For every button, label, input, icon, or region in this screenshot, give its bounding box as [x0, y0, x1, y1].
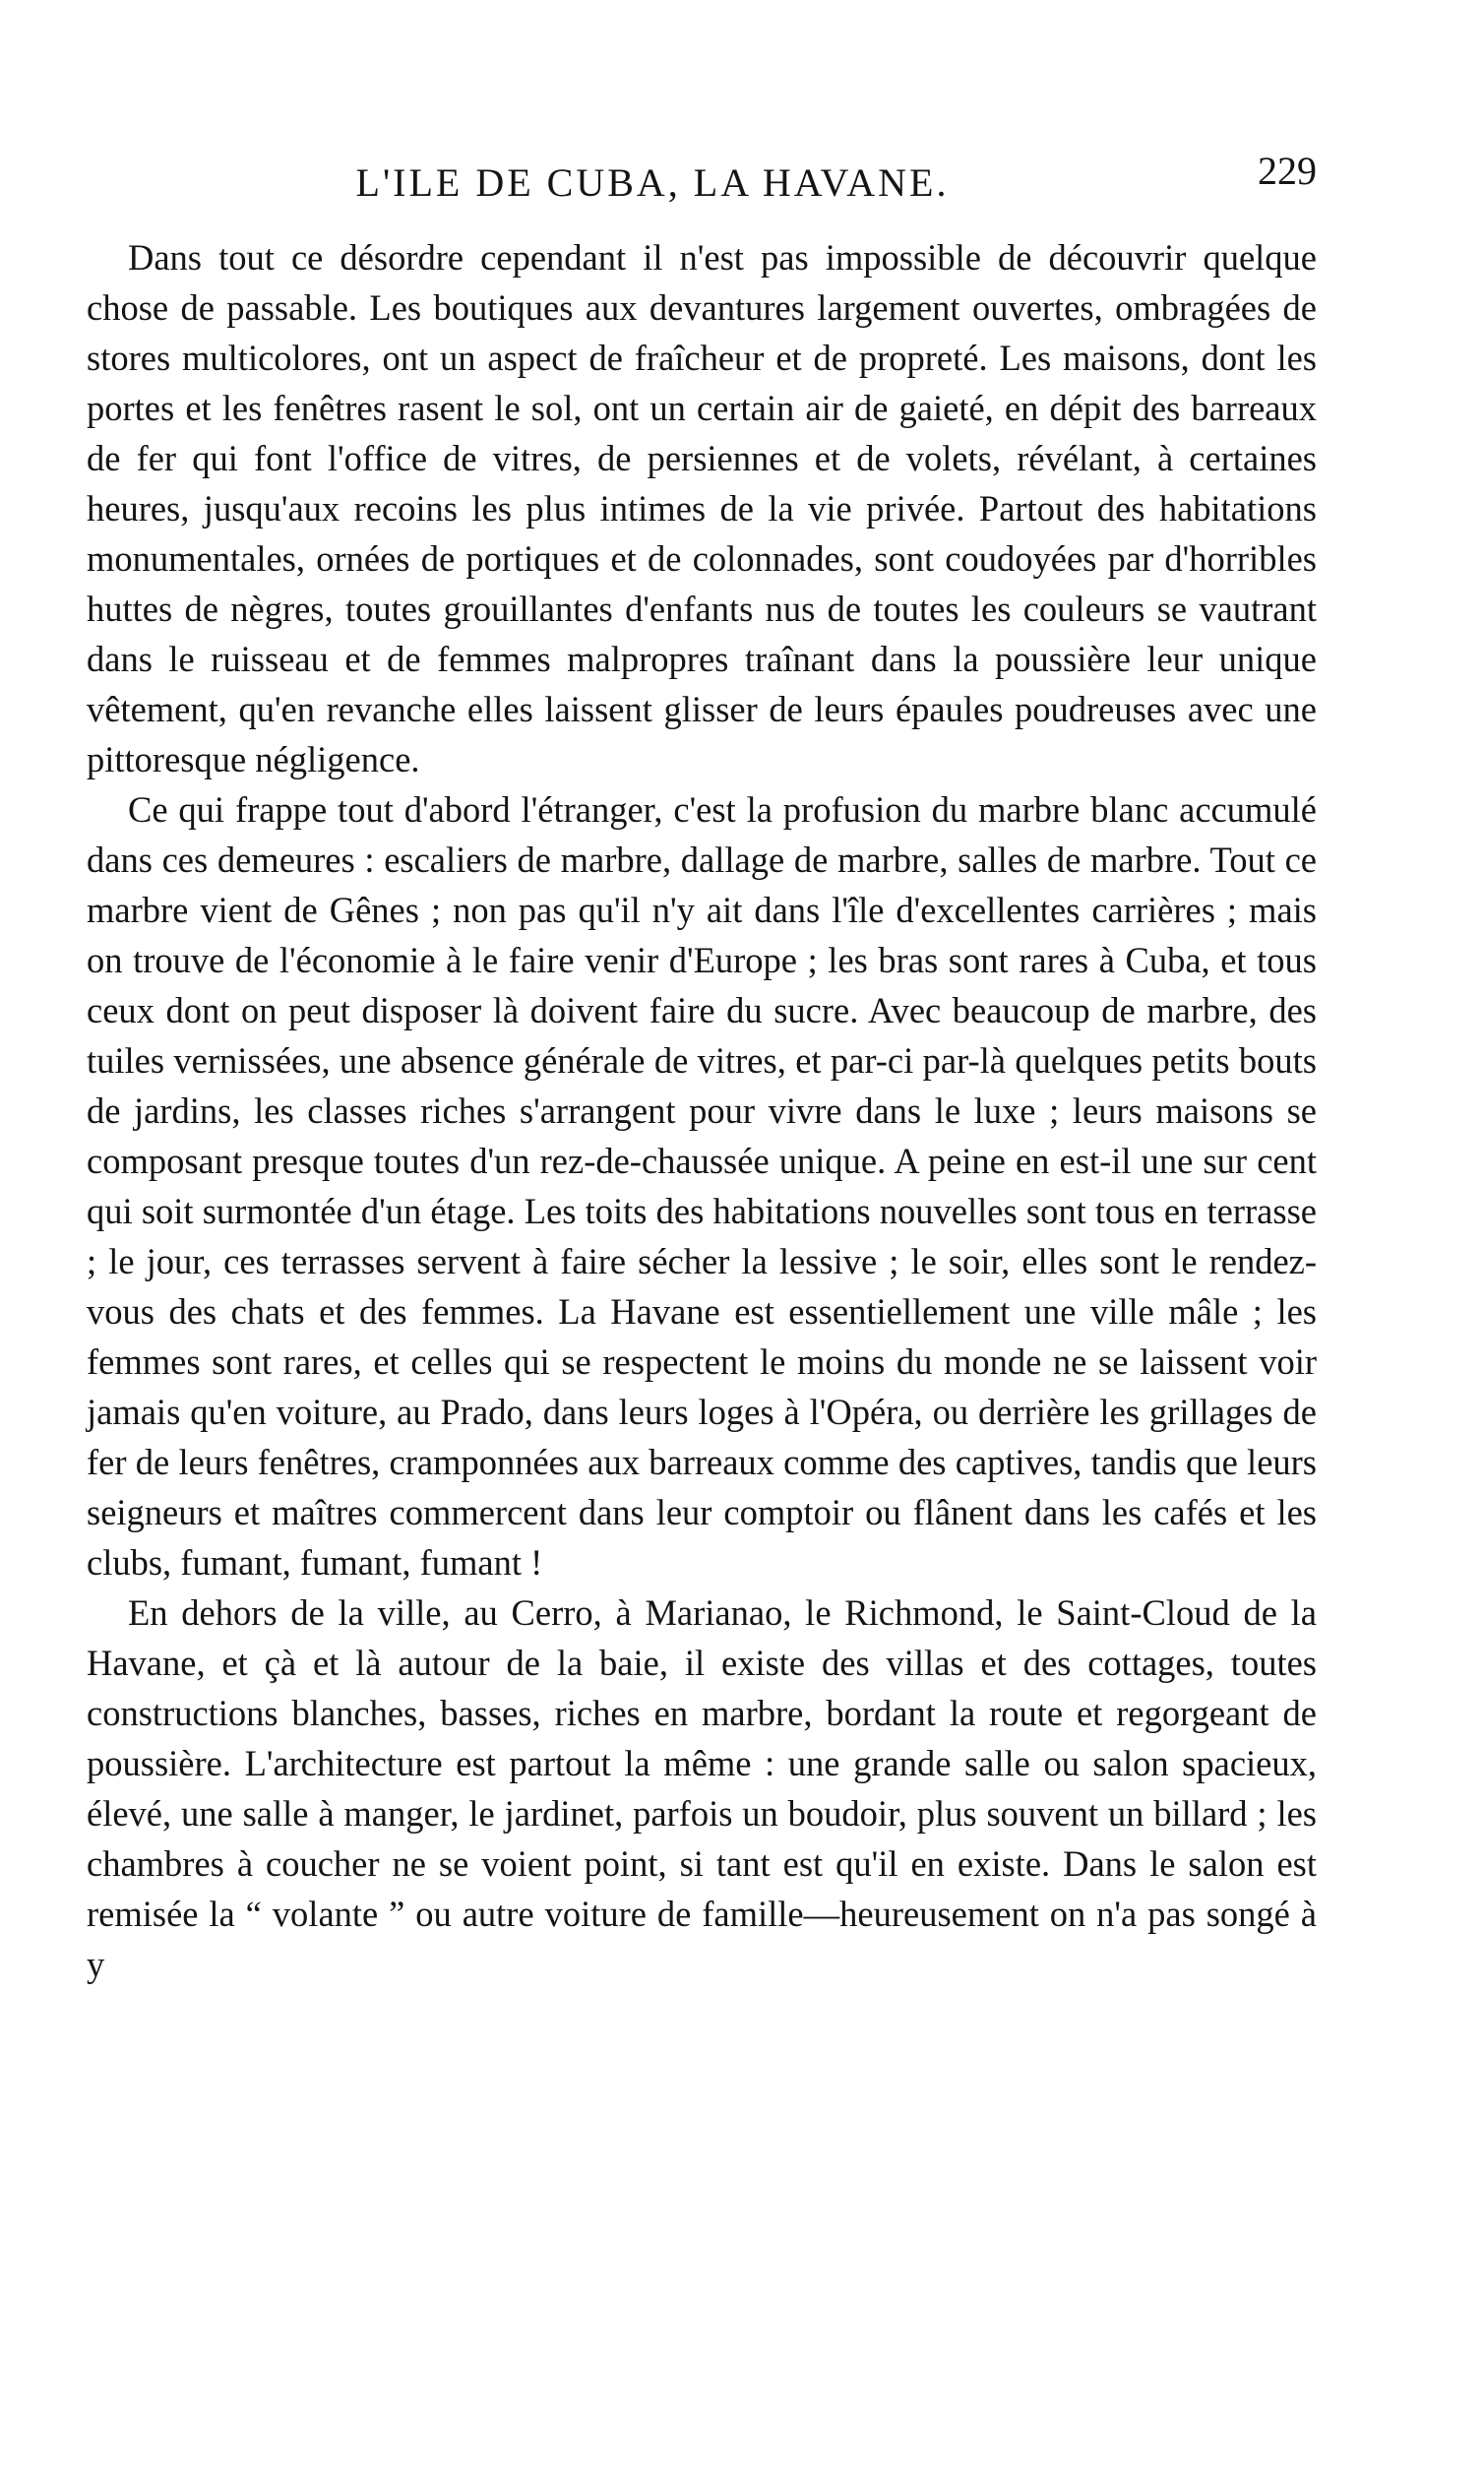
paragraph-2: Ce qui frappe tout d'abord l'étranger, c'est la profusion du marbre blanc accumulé dans ces demeures : escaliers de marbre, dallage de marbre, salles de marbre. Tout ce marbre vient de Gênes ; non pas qu'il n'y ait dans l'île d'excellentes carrières ; mais on trouve de l'économie à le faire venir d'Europe ; les bras sont rares à Cuba, et tous ceux dont on peut disposer là doivent faire du sucre. Avec beaucoup de marbre, des tuiles vernissées, une absence générale de vitres, et par-ci par-là quelques petits bouts de jardins, les classes riches s'arrangent pour vivre dans le luxe ; leurs maisons se composant presque toutes d'un rez-de-chaussée unique. A peine en est-il une sur cent qui soit surmontée d'un étage. Les toits des habitations nouvelles sont tous en terrasse ; le jour, ces terrasses servent à faire sécher la lessive ; le soir, elles sont le rendez-vous des chats et des femmes. La Havane est essentiellement une ville mâle ; les femmes sont rares, et celles qui se respectent le moins du monde ne se laissent voir jamais qu'en voiture, au Prado, dans leurs loges à l'Opéra, ou derrière les grillages de fer de leurs fenêtres, cramponnées aux barreaux comme des captives, tandis que leurs seigneurs et maîtres commercent dans leur comptoir ou flânent dans les cafés et les clubs, fumant, fumant, fumant !: [87, 789, 1317, 1583]
paragraph-1: Dans tout ce désordre cependant il n'est pas impossible de découvrir quelque chose de passable. Les boutiques aux devantures largement ouvertes, ombragées de stores multicolores, ont un aspect de fraîcheur et de propreté. Les maisons, dont les portes et les fenêtres rasent le sol, ont un certain air de gaieté, en dépit des barreaux de fer qui font l'office de vitres, de persiennes et de volets, révélant, à certaines heures, jusqu'aux recoins les plus intimes de la vie privée. Partout des habitations monumentales, ornées de portiques et de colonnades, sont coudoyées par d'horribles huttes de nègres, toutes grouillantes d'enfants nus de toutes les couleurs se vautrant dans le ruisseau et de femmes malpropres traînant dans la poussière leur unique vêtement, qu'en revanche elles laissent glisser de leurs épaules poudreuses avec une pittoresque négligence.: [87, 237, 1317, 779]
paragraph-3: En dehors de la ville, au Cerro, à Marianao, le Richmond, le Saint-Cloud de la Havane, et çà et là autour de la baie, il existe des villas et des cottages, toutes constructions blanches, basses, riches en marbre, bordant la route et regorgeant de poussière. L'architecture est partout la même : une grande salle ou salon spacieux, élevé, une salle à manger, le jardinet, parfois un boudoir, plus souvent un billard ; les chambres à coucher ne se voient point, si tant est qu'il en existe. Dans le salon est remisée la “ volante ” ou autre voiture de famille—heureusement on n'a pas songé à y: [87, 1592, 1317, 1984]
running-head: [87, 148, 1317, 217]
chapter-title: L'ILE DE CUBA, LA HAVANE.: [355, 160, 950, 205]
page-number: 229: [1258, 149, 1317, 193]
body-text: [87, 232, 1317, 1989]
